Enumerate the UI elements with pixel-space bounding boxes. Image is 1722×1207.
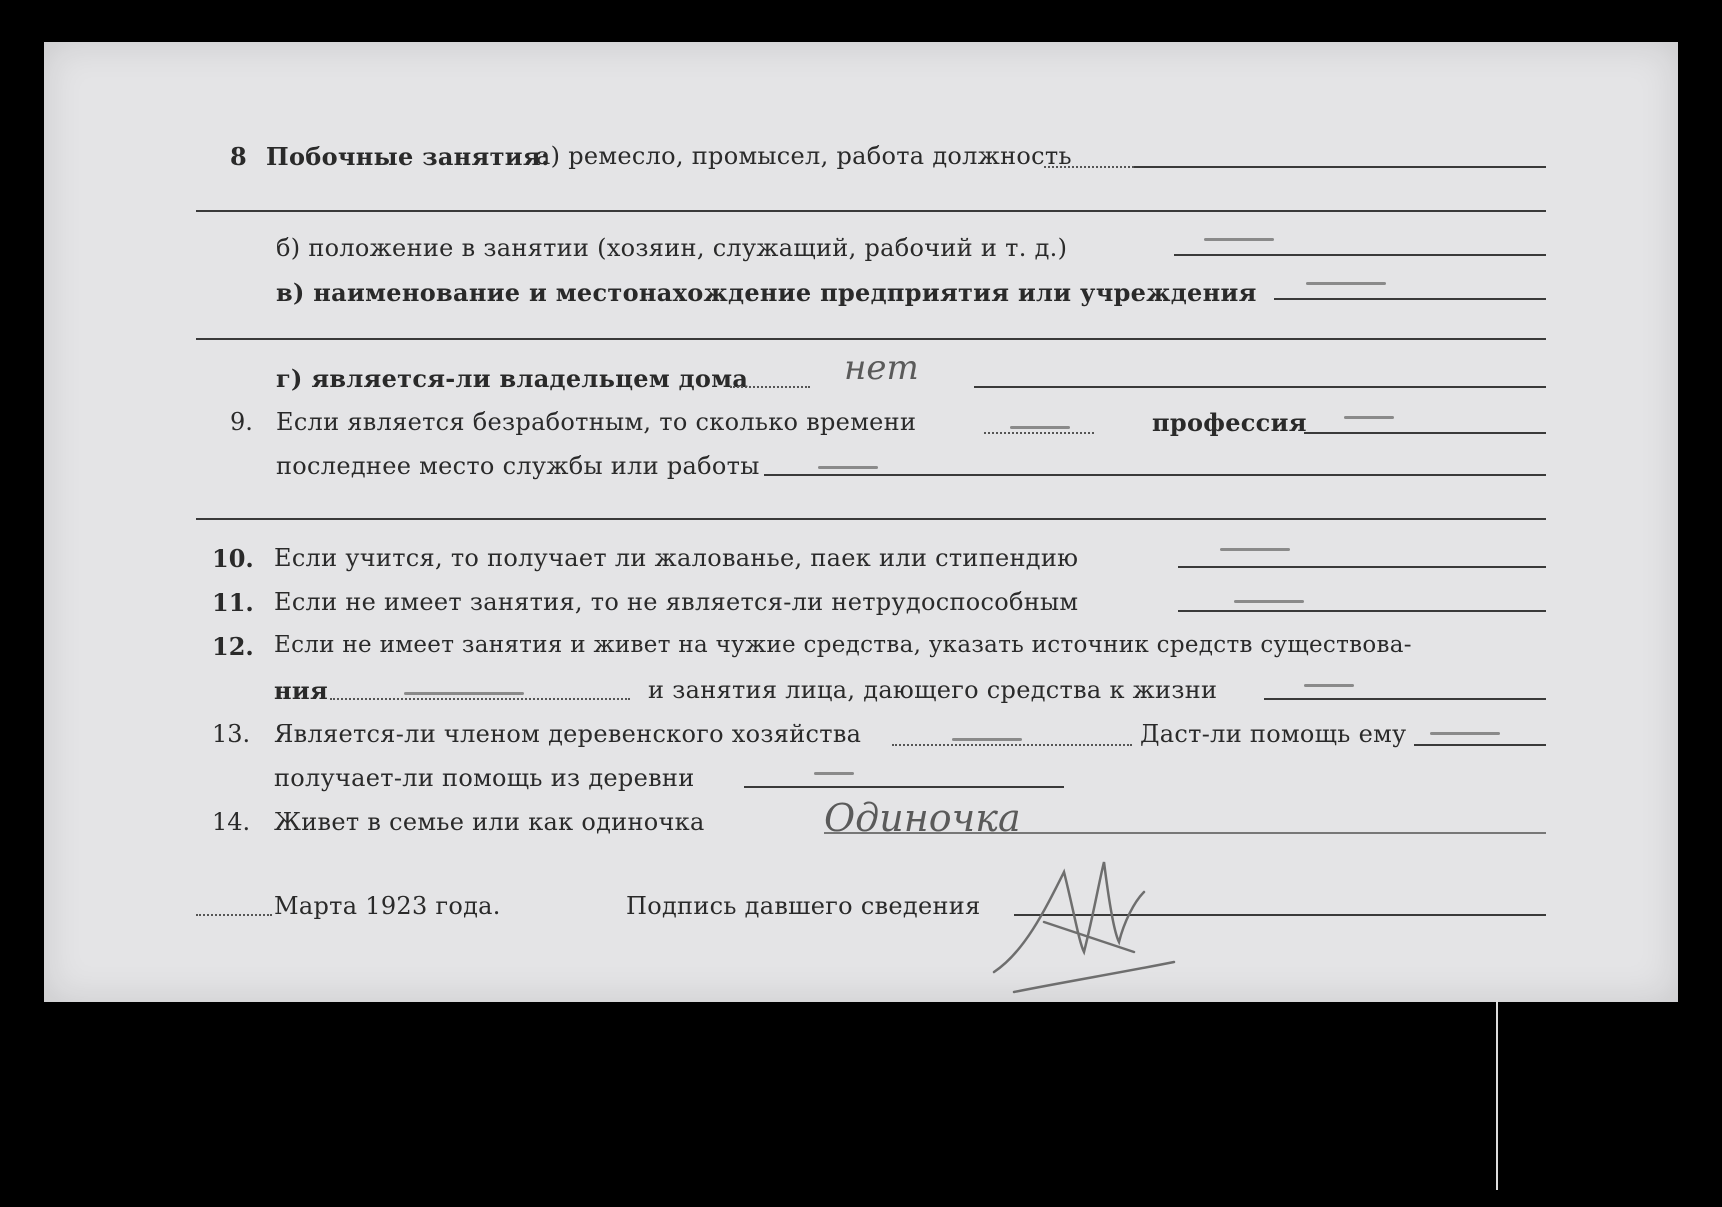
question-13-member-dots <box>892 744 1132 746</box>
question-9-profession-dash <box>1344 416 1394 419</box>
question-9-second-line <box>196 518 1546 520</box>
census-form-card <box>44 42 1678 1002</box>
question-12-continuation: ния <box>274 676 328 705</box>
footer-date-dots <box>196 914 272 916</box>
question-13-receives-dash <box>814 772 854 775</box>
question-8g-text: г) является-ли владельцем дома <box>276 364 749 393</box>
question-8v-answer-line <box>1274 298 1546 300</box>
question-10-dash-mark <box>1220 548 1290 551</box>
question-12-number: 12. <box>212 632 254 661</box>
question-13-number: 13. <box>212 720 251 748</box>
scan-edge-line <box>1496 1000 1498 1190</box>
question-9-text: Если является безработным, то сколько времени <box>276 408 917 436</box>
question-8a-answer-line <box>1134 166 1546 168</box>
question-10-text: Если учится, то получает ли жалованье, паек или стипендию <box>274 544 1079 572</box>
question-9-profession-line <box>1304 432 1546 434</box>
question-8b-text: б) положение в занятии (хозяин, служащий, рабочий и т. д.) <box>276 234 1068 262</box>
question-8g-answer-line <box>974 386 1546 388</box>
question-8g-handwritten-answer: нет <box>844 348 919 388</box>
question-8a-text: а) ремесло, промысел, работа должность <box>536 142 1072 170</box>
question-11-text: Если не имеет занятия, то не является-ли нетрудоспособным <box>274 588 1079 616</box>
footer-date: Марта 1923 года. <box>274 892 501 920</box>
question-8a-dots <box>1044 166 1134 168</box>
question-14-number: 14. <box>212 808 251 836</box>
question-12-source-dots <box>330 698 630 700</box>
question-12-provider-text: и занятия лица, дающего средства к жизни <box>648 676 1218 704</box>
question-13-member-dash <box>952 738 1022 741</box>
question-14-answer-line <box>824 832 1546 834</box>
question-8v-second-line <box>196 338 1546 340</box>
question-9-last-job-dash <box>818 466 878 469</box>
question-13-help-text: Даст-ли помощь ему <box>1140 720 1407 748</box>
question-14-handwritten-answer: Одиночка <box>824 796 1021 840</box>
question-8-number: 8 <box>230 142 247 171</box>
question-10-number: 10. <box>212 544 254 573</box>
question-10-answer-line <box>1178 566 1546 568</box>
question-12-source-dash <box>404 692 524 695</box>
question-8b-answer-line <box>1174 254 1546 256</box>
question-8v-dash-mark <box>1306 282 1386 285</box>
question-13-receives-text: получает-ли помощь из деревни <box>274 764 695 792</box>
question-12-text: Если не имеет занятия и живет на чужие средства, указать источник средств существова- <box>274 632 1412 658</box>
question-13-help-dash <box>1430 732 1500 735</box>
question-11-number: 11. <box>212 588 254 617</box>
signature-mark <box>984 852 1184 1002</box>
question-8g-dots <box>730 386 810 388</box>
question-8a-second-line <box>196 210 1546 212</box>
question-8b-dash-mark <box>1204 238 1274 241</box>
question-9-last-job-text: последнее место службы или работы <box>276 452 760 480</box>
question-9-duration-dash <box>1010 426 1070 429</box>
question-9-last-job-line <box>764 474 1546 476</box>
footer-signature-label: Подпись давшего сведения <box>626 892 981 920</box>
question-9-number: 9. <box>230 408 253 436</box>
question-9-duration-dots <box>984 432 1094 434</box>
question-13-receives-line <box>744 786 1064 788</box>
question-11-dash-mark <box>1234 600 1304 603</box>
question-9-profession-label: профессия <box>1152 408 1307 437</box>
question-12-provider-line <box>1264 698 1546 700</box>
question-13-help-line <box>1414 744 1546 746</box>
question-12-provider-dash <box>1304 684 1354 687</box>
question-14-text: Живет в семье или как одиночка <box>274 808 705 836</box>
question-11-answer-line <box>1178 610 1546 612</box>
question-8v-text: в) наименование и местонахождение предприятия или учреждения <box>276 278 1257 307</box>
question-8-label: Побочные занятия: <box>266 142 551 171</box>
question-13-text: Является-ли членом деревенского хозяйства <box>274 720 862 748</box>
